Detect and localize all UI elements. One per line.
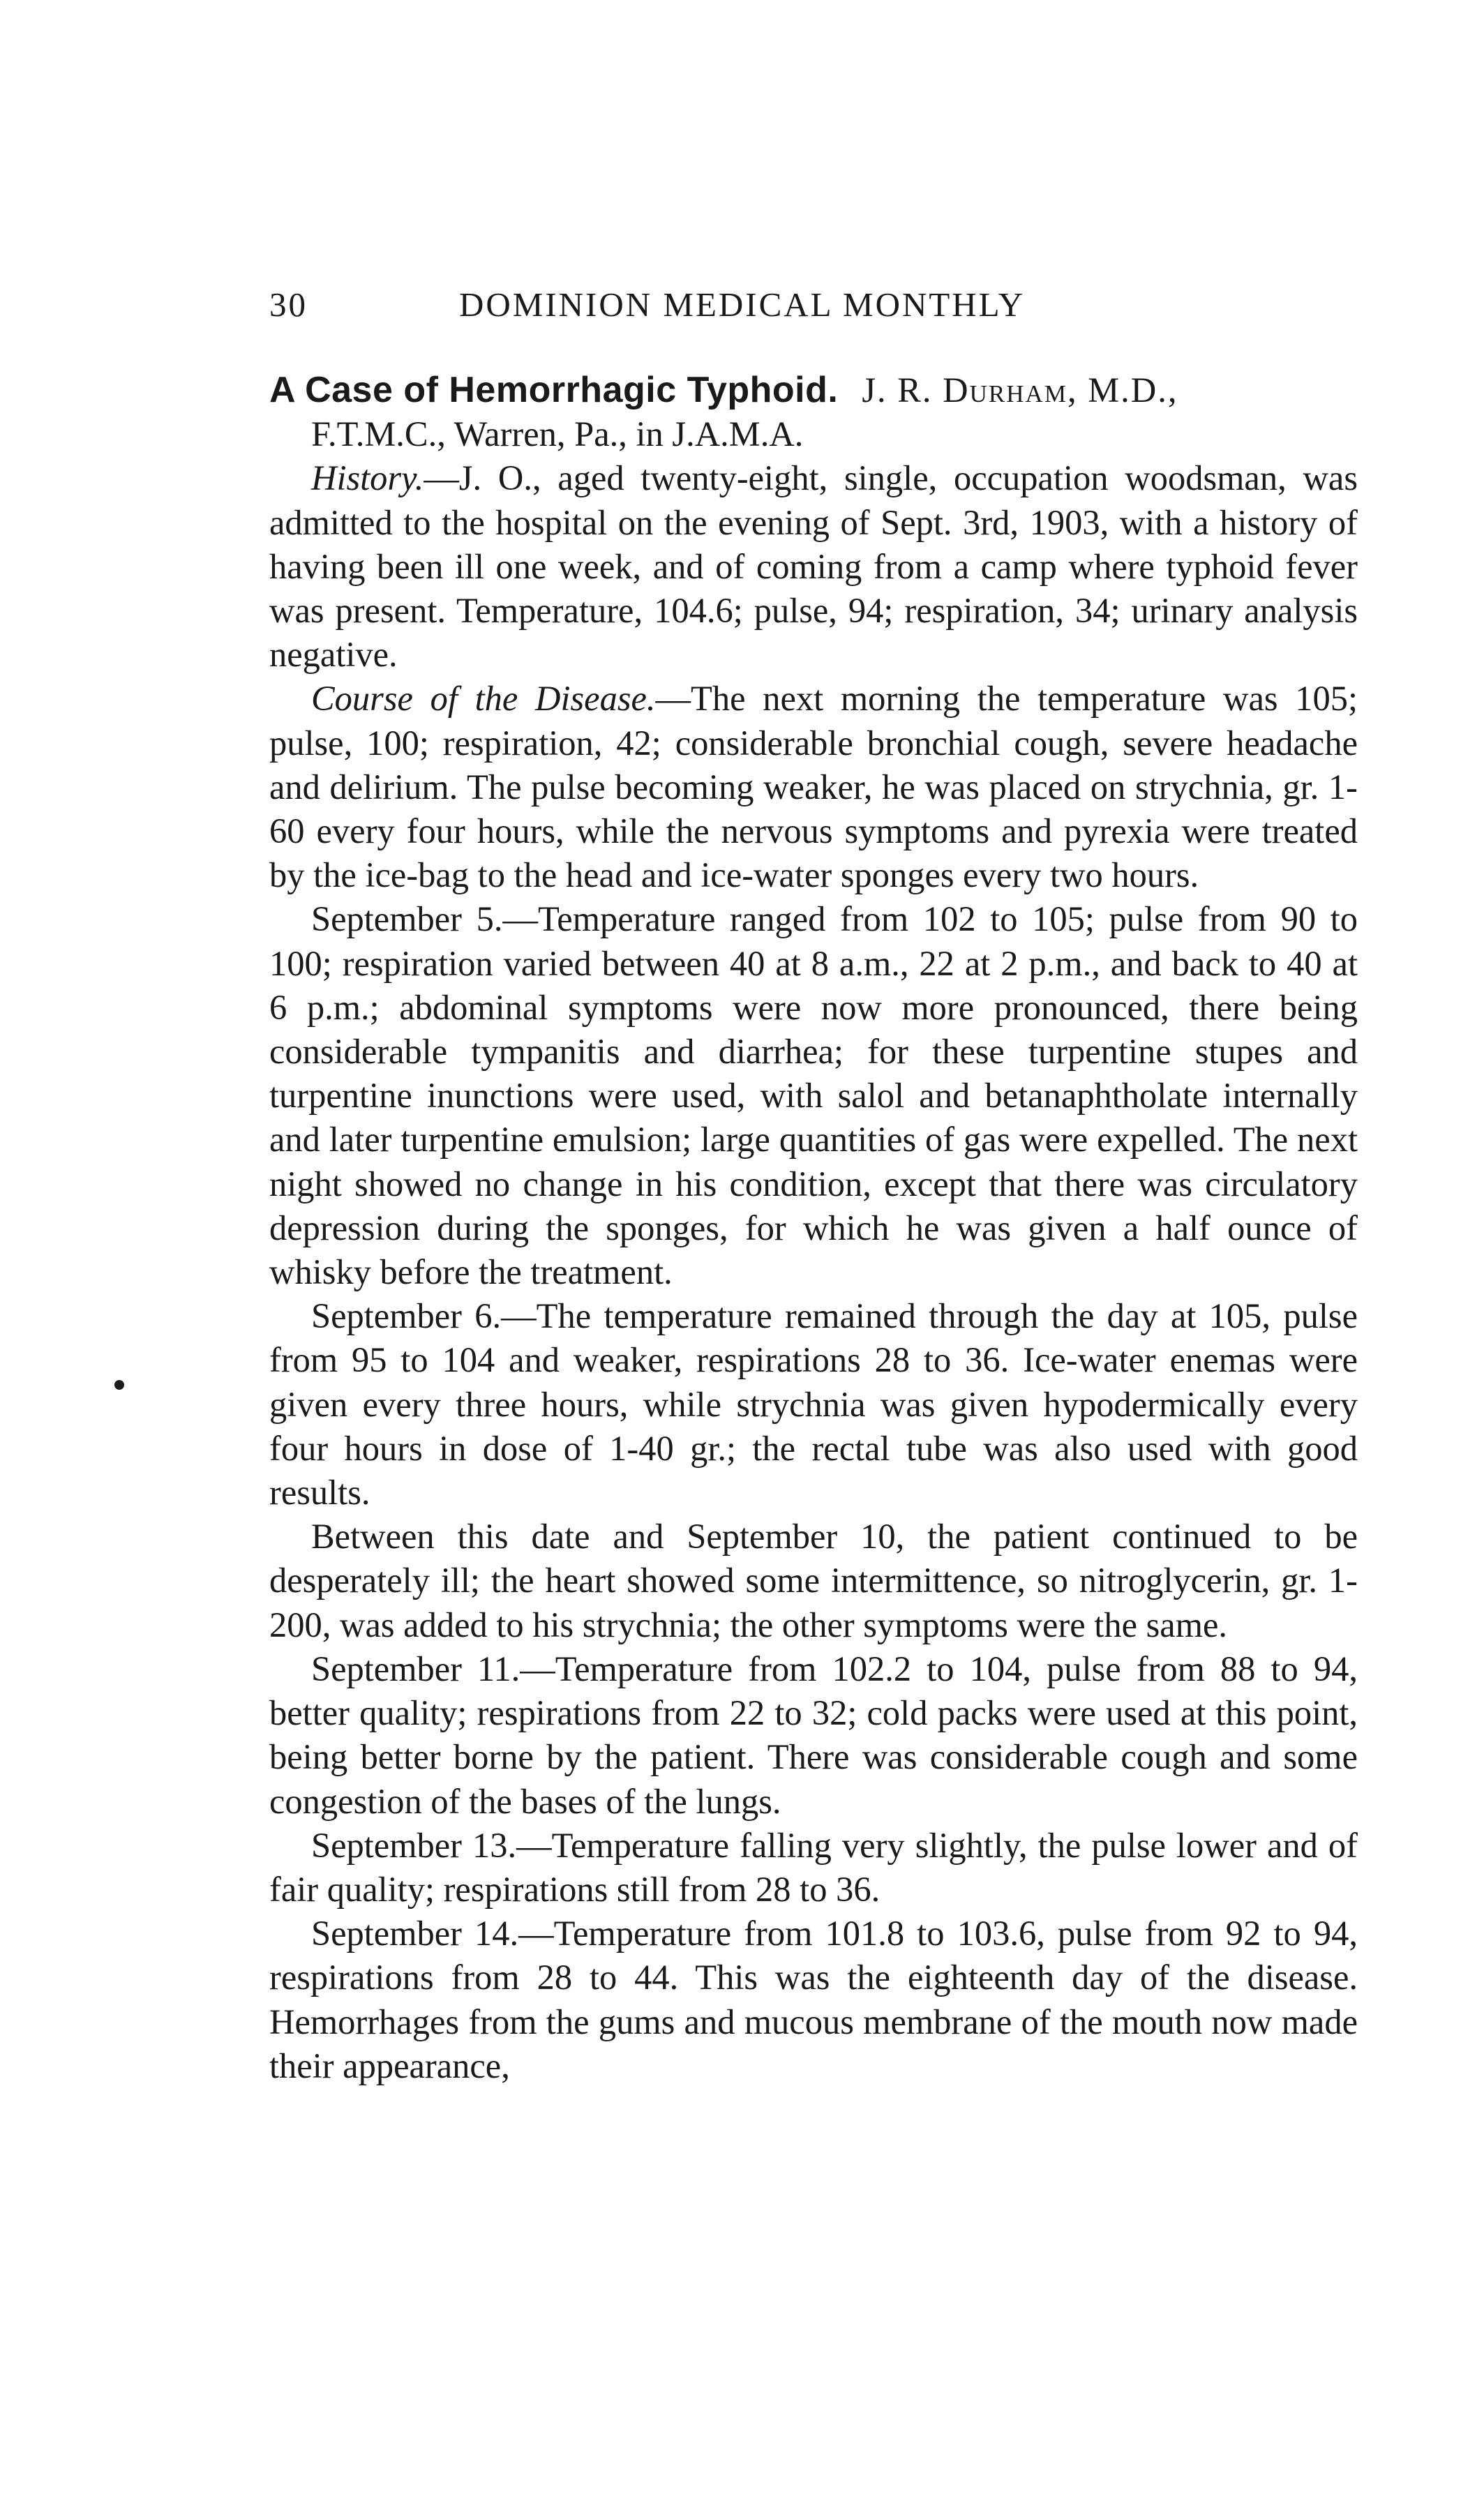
paragraph-sept-13 — [269, 1824, 1358, 1912]
article-body — [269, 368, 1358, 2088]
paragraph-lead: Course of the Disease. — [311, 679, 656, 719]
paragraph-sept-14 — [269, 1912, 1358, 2088]
page-number: 30 — [269, 285, 308, 324]
paragraph-course — [269, 677, 1358, 897]
paragraph-text: September 11.—Temperature from 102.2 to 104, pulse from 88 to 94, better quality; respirations from 22 to 32; cold packs were used at this point, being better borne by the patient. There was considerable cough and some congestion of the bases of the lungs. — [269, 1649, 1358, 1821]
paragraph-text: Between this date and September 10, the patient continued to be desperately ill; the heart showed some intermittence, so nitroglycerin, gr. 1-200, was added to his strychnia; the other symptoms were the same. — [269, 1517, 1358, 1644]
paragraph-text: September 5.—Temperature ranged from 102 to 105; pulse from 90 to 100; respiration varied between 40 at 8 a.m., 22 at 2 p.m., and back to 40 at 6 p.m.; abdominal symptoms were now more pronounced, there being considerable tympanitis and diarrhea; for these turpentine stupes and turpentine inunctions were used, with salol and betanaphtholate internally and later turpentine emulsion; large quantities of gas were expelled. The next night showed no change in his condition, except that there was circulatory depression during the sponges, for which he was given a half ounce of whisky before the treatment. — [269, 899, 1358, 1292]
paragraph-sept-6 — [269, 1294, 1358, 1515]
paragraph-text: —J. O., aged twenty-eight, single, occupation woodsman, was admitted to the hospital on the evening of Sept. 3rd, 1903, with a history of having been ill one week, and of coming from a camp where typhoid fever was present. Temperature, 104.6; pulse, 94; respiration, 34; urinary analysis negative. — [269, 458, 1358, 675]
paragraph-history — [269, 456, 1358, 677]
paragraph-lead: History. — [311, 458, 424, 498]
article-title: A Case of Hemorrhagic Typhoid. — [269, 370, 839, 410]
paragraph-sept-11 — [269, 1647, 1358, 1824]
paragraph-sept-5 — [269, 897, 1358, 1294]
running-head — [269, 285, 1358, 333]
margin-dot — [114, 1380, 124, 1390]
journal-title: DOMINION MEDICAL MONTHLY — [459, 285, 1026, 324]
article-author: J. R. Durham, M.D., — [862, 370, 1178, 410]
paragraph-text: September 13.—Temperature falling very slightly, the pulse lower and of fair quality; respirations still from 28 to 36. — [269, 1825, 1358, 1909]
paragraph-sept-10 — [269, 1515, 1358, 1647]
article-byline — [269, 412, 1358, 456]
article-heading — [269, 368, 1358, 412]
article-byline-text: F.T.M.C., Warren, Pa., in J.A.M.A. — [311, 414, 804, 454]
paragraph-text: September 6.—The temperature remained through the day at 105, pulse from 95 to 104 and weaker, respirations 28 to 36. Ice-water enemas were given every three hours, while strychnia was given hypodermically every four hours in dose of 1-40 gr.; the rectal tube was also used with good results. — [269, 1296, 1358, 1513]
paragraph-text: September 14.—Temperature from 101.8 to 103.6, pulse from 92 to 94, respirations from 28 to 44. This was the eighteenth day of the disease. Hemorrhages from the gums and mucous membrane of the mouth now made their appearance, — [269, 1914, 1358, 2085]
paragraph-text: —The next morning the temperature was 105; pulse, 100; respiration, 42; considerable bronchial cough, severe headache and delirium. The pulse becoming weaker, he was placed on strychnia, gr. 1-60 every four hours, while the nervous symptoms and pyrexia were treated by the ice-bag to the head and ice-water sponges every two hours. — [269, 679, 1358, 895]
